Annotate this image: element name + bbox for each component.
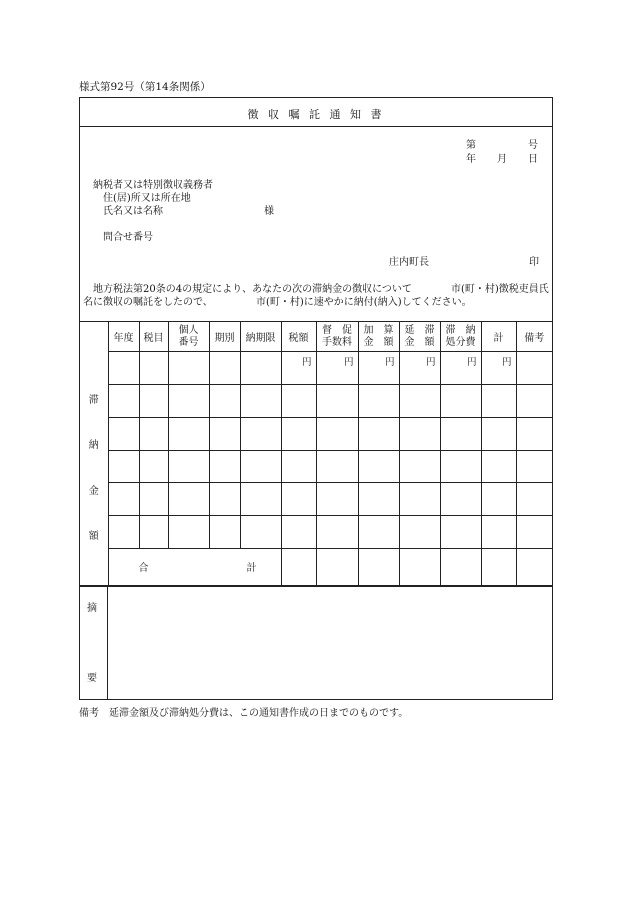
address-label: 住(居)所又は所在地 bbox=[103, 193, 191, 204]
yen-unit: 円 bbox=[281, 352, 316, 385]
name-label: 氏名又は名称 bbox=[103, 206, 163, 217]
header-cell: 計 bbox=[481, 322, 516, 352]
header-cell: 年度 bbox=[108, 322, 139, 352]
honorific: 様 bbox=[264, 206, 274, 217]
table-row bbox=[80, 417, 552, 450]
header-cell: 納期限 bbox=[240, 322, 281, 352]
number-suffix: 号 bbox=[528, 140, 538, 151]
seal-mark: 印 bbox=[529, 257, 539, 268]
addressee-label: 納税者又は特別徴収義務者 bbox=[93, 180, 213, 191]
side-label-cell bbox=[80, 322, 108, 586]
yen-unit: 円 bbox=[316, 352, 358, 385]
sender-title: 庄内町長 bbox=[389, 257, 429, 268]
body-text-1a: 地方税法第20条の4の規定により、あなたの次の滞納金の徴収について bbox=[93, 284, 412, 295]
remarks-label-char: 要 bbox=[87, 673, 97, 684]
header-cell: 個人 番号 bbox=[168, 322, 209, 352]
yen-unit: 円 bbox=[399, 352, 440, 385]
document-title: 徴 収 嘱 託 通 知 書 bbox=[247, 108, 385, 121]
sum-label-left: 合 bbox=[138, 562, 149, 574]
header-cell: 延 滞 金 額 bbox=[399, 322, 440, 352]
body-text-2a: 名に徴収の嘱託をしたので、 bbox=[83, 297, 213, 308]
date-day: 日 bbox=[528, 154, 538, 165]
table-header-row bbox=[80, 322, 552, 352]
form-number: 様式第92号（第14条関係） bbox=[79, 81, 211, 93]
table-row bbox=[80, 385, 552, 418]
yen-unit: 円 bbox=[358, 352, 399, 385]
side-label-char: 納 bbox=[88, 440, 99, 452]
date-year: 年 bbox=[466, 154, 476, 165]
sum-label-cell bbox=[108, 548, 281, 585]
header-cell: 期別 bbox=[209, 322, 240, 352]
sum-label-right: 計 bbox=[246, 562, 257, 574]
number-prefix: 第 bbox=[466, 140, 476, 151]
body-text-1b: 市(町・村)徴税吏員氏 bbox=[451, 284, 549, 295]
table-row bbox=[80, 450, 552, 483]
arrears-table bbox=[80, 321, 552, 586]
table-row bbox=[80, 483, 552, 516]
remarks-section bbox=[80, 586, 552, 700]
yen-unit: 円 bbox=[481, 352, 516, 385]
date-month: 月 bbox=[497, 154, 507, 165]
inquiry-number-label: 問合せ番号 bbox=[103, 232, 153, 243]
header-cell: 税目 bbox=[139, 322, 168, 352]
notice-form bbox=[79, 97, 553, 700]
header-cell: 備考 bbox=[516, 322, 552, 352]
side-label-char: 金 bbox=[88, 485, 99, 497]
table-row bbox=[80, 352, 552, 385]
side-label-char: 滞 bbox=[88, 394, 99, 406]
body-text-2b: 市(町・村)に速やかに納付(納入)してください。 bbox=[256, 297, 472, 308]
remarks-label-char: 摘 bbox=[87, 603, 97, 614]
footnote: 備考 延滞金額及び滞納処分費は、この通知書作成の日までのものです。 bbox=[79, 708, 409, 719]
header-cell: 税額 bbox=[281, 322, 316, 352]
header-cell: 督 促 手数料 bbox=[316, 322, 358, 352]
title-row bbox=[80, 98, 552, 127]
side-label-char: 額 bbox=[88, 531, 99, 543]
remarks-label-cell bbox=[80, 587, 108, 700]
yen-unit: 円 bbox=[440, 352, 481, 385]
header-cell: 加 算 金 額 bbox=[358, 322, 399, 352]
table-row bbox=[80, 515, 552, 548]
sum-row bbox=[80, 548, 552, 585]
header-cell: 滞 納 処分費 bbox=[440, 322, 481, 352]
